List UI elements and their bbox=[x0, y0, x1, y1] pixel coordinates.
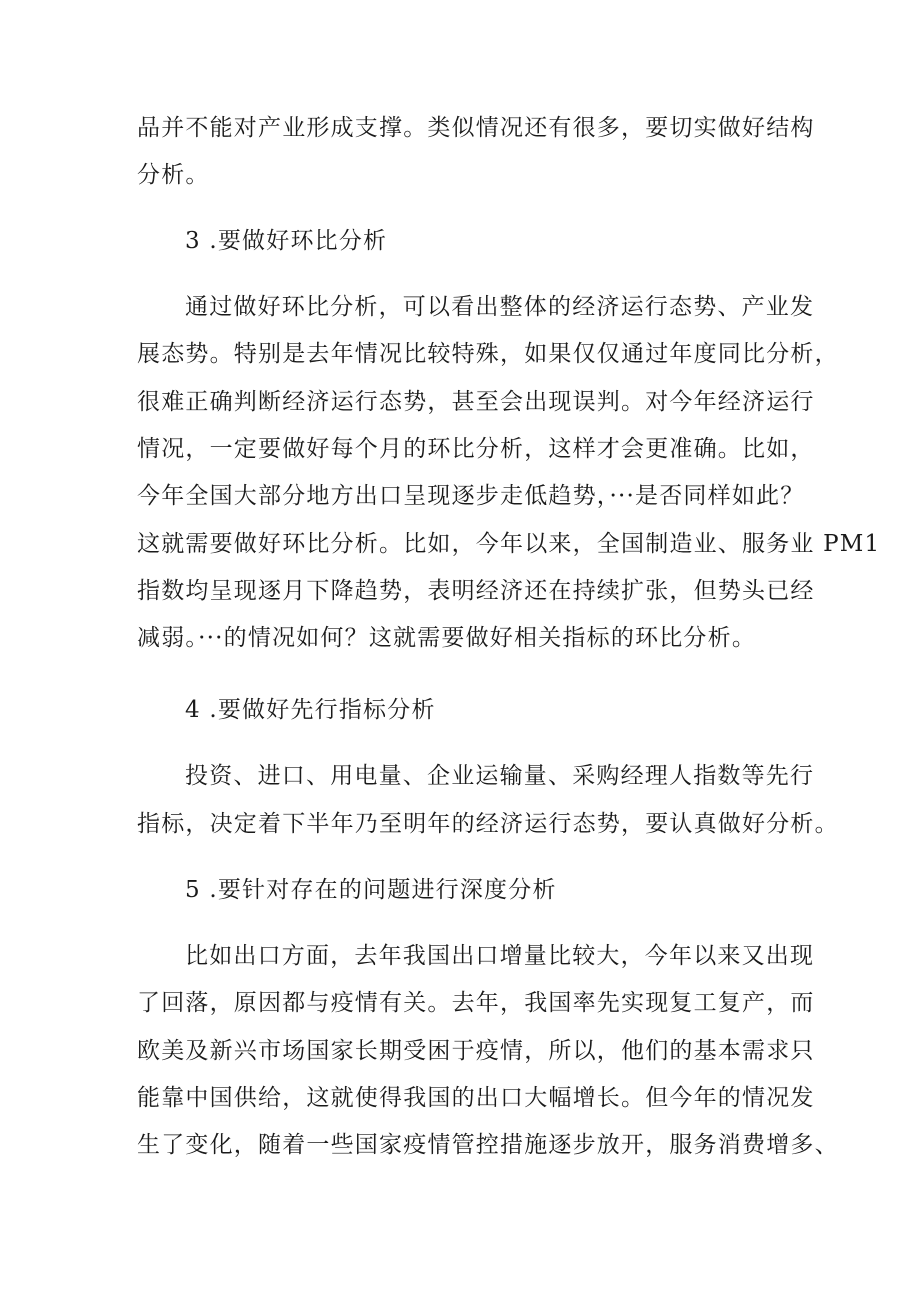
text-line: 今年全国大部分地方出口呈现逐步走低趋势，···是否同样如此？ bbox=[137, 483, 805, 509]
text-line: 通过做好环比分析，可以看出整体的经济运行态势、产业发 bbox=[185, 294, 815, 320]
section-heading: 5 .要针对存在的问题进行深度分析 bbox=[185, 877, 557, 903]
section-heading: 4 .要做好先行指标分析 bbox=[185, 697, 436, 723]
text-line: 投资、进口、用电量、企业运输量、采购经理人指数等先行 bbox=[185, 763, 815, 789]
text-line: 生了变化，随着一些国家疫情管控措施逐步放开，服务消费增多、 bbox=[137, 1132, 839, 1158]
text-line: 分析。 bbox=[137, 162, 210, 188]
text-line: 指数均呈现逐月下降趋势，表明经济还在持续扩张，但势头已经 bbox=[137, 578, 815, 604]
text-line: 品并不能对产业形成支撑。类似情况还有很多，要切实做好结构 bbox=[137, 115, 815, 141]
text-line: 展态势。特别是去年情况比较特殊，如果仅仅通过年度同比分析， bbox=[137, 341, 839, 367]
text-line: 很难正确判断经济运行态势，甚至会出现误判。对今年经济运行 bbox=[137, 389, 815, 415]
text-line: 这就需要做好环比分析。比如，今年以来，全国制造业、服务业 PM1 bbox=[137, 531, 881, 557]
text-line: 减弱。···的情况如何？这就需要做好相关指标的环比分析。 bbox=[137, 625, 757, 651]
text-line: 比如出口方面，去年我国出口增量比较大，今年以来又出现 bbox=[185, 943, 815, 969]
text-line: 情况，一定要做好每个月的环比分析，这样才会更准确。比如， bbox=[137, 436, 815, 462]
text-line: 能靠中国供给，这就使得我国的出口大幅增长。但今年的情况发 bbox=[137, 1085, 815, 1111]
section-heading: 3 .要做好环比分析 bbox=[185, 228, 388, 254]
text-line: 欧美及新兴市场国家长期受困于疫情，所以，他们的基本需求只 bbox=[137, 1038, 815, 1064]
text-line: 了回落，原因都与疫情有关。去年，我国率先实现复工复产，而 bbox=[137, 990, 815, 1016]
text-line: 指标，决定着下半年乃至明年的经济运行态势，要认真做好分析。 bbox=[137, 811, 839, 837]
